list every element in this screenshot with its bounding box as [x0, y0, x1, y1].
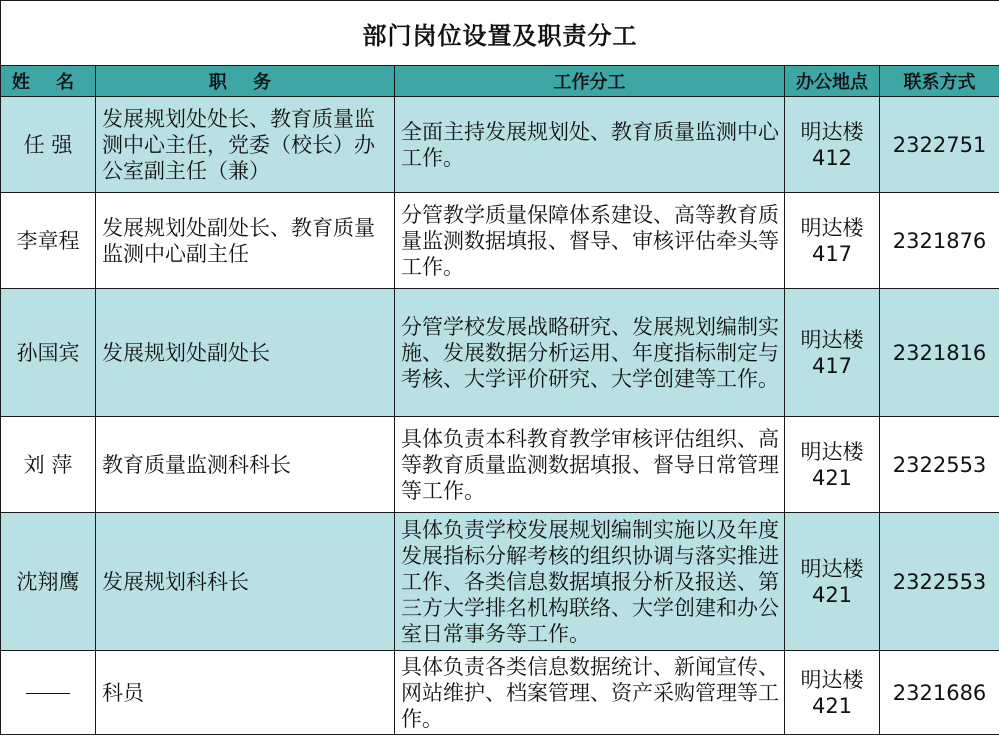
staff-name-placeholder — [1, 651, 96, 735]
staff-name: 李章程 — [1, 193, 96, 289]
header-name: 姓 名 — [1, 66, 96, 97]
staff-position: 发展规划科科长 — [96, 513, 395, 651]
staff-position: 发展规划处副处长 — [96, 289, 395, 417]
staff-phone: 2322751 — [880, 97, 999, 193]
dash-line — [26, 693, 70, 694]
staff-duties: 具体负责学校发展规划编制实施以及年度发展指标分解考核的组织协调与落实推进工作、各类信息数据填报分析及报送、第三方大学排名机构联络、大学创建和办公室日常事务等工作。 — [395, 513, 785, 651]
staff-phone: 2322553 — [880, 417, 999, 513]
header-position: 职 务 — [96, 66, 395, 97]
staff-position: 科员 — [96, 651, 395, 735]
staff-office: 明达楼421 — [785, 417, 880, 513]
header-duties: 工作分工 — [395, 66, 785, 97]
staff-office: 明达楼421 — [785, 513, 880, 651]
staff-phone: 2321686 — [880, 651, 999, 735]
header-office: 办公地点 — [785, 66, 880, 97]
staff-phone: 2321816 — [880, 289, 999, 417]
staff-duties: 分管学校发展战略研究、发展规划编制实施、发展数据分析运用、年度指标制定与考核、大学评价研究、大学创建等工作。 — [395, 289, 785, 417]
staff-office: 明达楼412 — [785, 97, 880, 193]
staff-office: 明达楼417 — [785, 289, 880, 417]
table-row — [1, 417, 999, 513]
staff-position: 发展规划处处长、教育质量监测中心主任，党委（校长）办公室副主任（兼） — [96, 97, 395, 193]
staff-duties: 具体负责各类信息数据统计、新闻宣传、网站维护、档案管理、资产采购管理等工作。 — [395, 651, 785, 735]
table-title: 部门岗位设置及职责分工 — [1, 1, 999, 66]
table-row — [1, 289, 999, 417]
staff-name: 沈翔鹰 — [1, 513, 96, 651]
staff-position: 教育质量监测科科长 — [96, 417, 395, 513]
staff-duties: 全面主持发展规划处、教育质量监测中心工作。 — [395, 97, 785, 193]
staff-office: 明达楼421 — [785, 651, 880, 735]
table-row — [1, 97, 999, 193]
staff-duties: 分管教学质量保障体系建设、高等教育质量监测数据填报、督导、审核评估牵头等工作。 — [395, 193, 785, 289]
table-row — [1, 651, 999, 735]
table-row — [1, 193, 999, 289]
table-row — [1, 513, 999, 651]
staff-name: 孙国宾 — [1, 289, 96, 417]
staff-duties: 具体负责本科教育教学审核评估组织、高等教育质量监测数据填报、督导日常管理等工作。 — [395, 417, 785, 513]
staff-name: 任 强 — [1, 97, 96, 193]
staff-position: 发展规划处副处长、教育质量监测中心副主任 — [96, 193, 395, 289]
staff-name: 刘 萍 — [1, 417, 96, 513]
header-phone: 联系方式 — [880, 66, 999, 97]
staff-phone: 2321876 — [880, 193, 999, 289]
staff-office: 明达楼417 — [785, 193, 880, 289]
staff-phone: 2322553 — [880, 513, 999, 651]
